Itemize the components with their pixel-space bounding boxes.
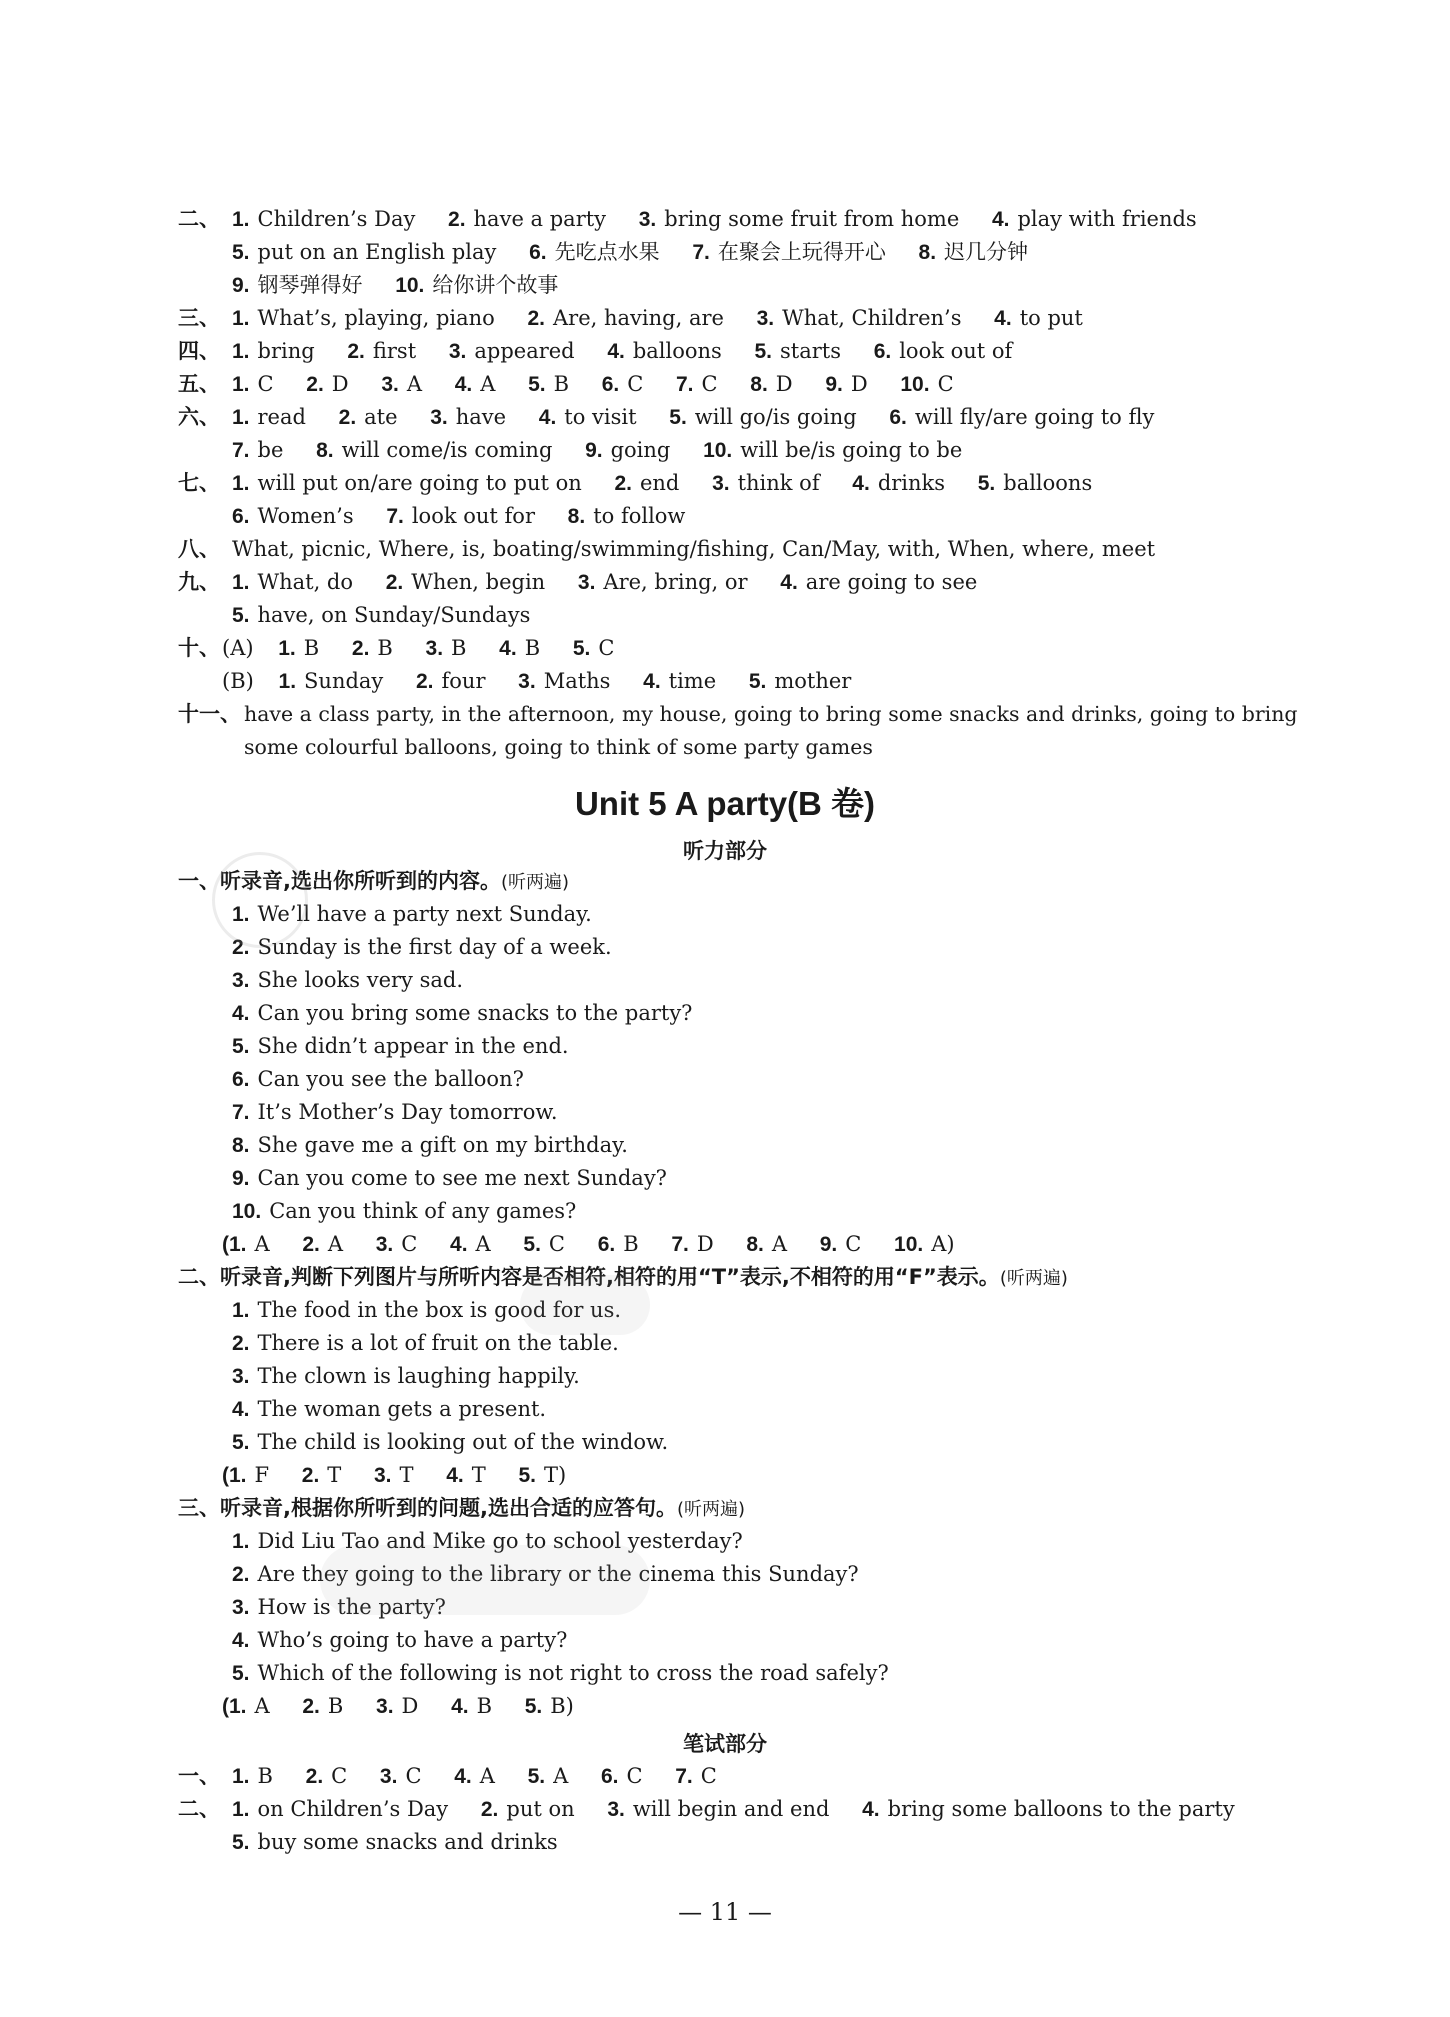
written-heading: 笔试部分 [683, 1732, 767, 1756]
answer-row: 1. on Children’s Day 2. put on 3. will begin and end 4. bring some balloons to the party [232, 1797, 1235, 1821]
answer-row: 5. have, on Sunday/Sundays [232, 603, 531, 627]
answer-row: 1. Children’s Day 2. have a party 3. bring some fruit from home 4. play with friends [232, 207, 1197, 231]
listening-heading: 听力部分 [683, 839, 767, 863]
list-item: 5. Which of the following is not right to cross the road safely? [232, 1661, 889, 1685]
listening-section-2-heading: 二、听录音,判断下列图片与所听内容是否相符,相符的用“T”表示,不相符的用“F”表示。(听两遍) [178, 1265, 1068, 1289]
answer-row: (1. F 2. T 3. T 4. T 5. T) [222, 1463, 567, 1487]
answer-row: some colourful balloons, going to think of some party games [244, 735, 873, 759]
answer-row: 1. will put on/are going to put on 2. end 3. think of 4. drinks 5. balloons [232, 471, 1093, 495]
answer-row: 7. be 8. will come/is coming 9. going 10. will be/is going to be [232, 438, 963, 462]
answer-row: (B) 1. Sunday 2. four 3. Maths 4. time 5. mother [222, 669, 852, 693]
answer-row: 6. Women’s 7. look out for 8. to follow [232, 504, 686, 528]
answer-row: have a class party, in the afternoon, my house, going to bring some snacks and drinks, going to bring [244, 702, 1298, 726]
answer-row: (1. A 2. A 3. C 4. A 5. C 6. B 7. D 8. A 9. C 10. A) [222, 1232, 955, 1256]
answer-row: What, picnic, Where, is, boating/swimming/fishing, Can/May, with, When, where, meet [232, 537, 1156, 561]
list-item: 5. She didn’t appear in the end. [232, 1034, 569, 1058]
section-mark-10: 十、 [178, 636, 220, 660]
list-item: 1. Did Liu Tao and Mike go to school yesterday? [232, 1529, 743, 1553]
list-item: 4. The woman gets a present. [232, 1397, 547, 1421]
listening-section-3-heading: 三、听录音,根据你所听到的问题,选出合适的应答句。(听两遍) [178, 1496, 745, 1520]
answer-row: 1. B 2. C 3. C 4. A 5. A 6. C 7. C [232, 1764, 717, 1788]
list-item: 3. The clown is laughing happily. [232, 1364, 580, 1388]
listening-section-1-heading: 一、听录音,选出你所听到的内容。(听两遍) [178, 869, 570, 893]
list-item: 1. We’ll have a party next Sunday. [232, 902, 592, 926]
answer-row: 1. What’s, playing, piano 2. Are, having, are 3. What, Children’s 4. to put [232, 306, 1083, 330]
list-item: 4. Who’s going to have a party? [232, 1628, 568, 1652]
page-number: — 11 — [678, 1898, 772, 1926]
unit-title: Unit 5 A party(B 卷) [574, 785, 876, 822]
list-item: 4. Can you bring some snacks to the party? [232, 1001, 693, 1025]
section-mark-3: 三、 [178, 306, 220, 330]
list-item: 5. The child is looking out of the window. [232, 1430, 669, 1454]
answer-row: 5. put on an English play 6. 先吃点水果 7. 在聚会上玩得开心 8. 迟几分钟 [232, 240, 1029, 264]
list-item: 2. There is a lot of fruit on the table. [232, 1331, 619, 1355]
answer-row: 1. read 2. ate 3. have 4. to visit 5. will go/is going 6. will fly/are going to fly [232, 405, 1155, 429]
list-item: 3. She looks very sad. [232, 968, 463, 992]
section-mark-8: 八、 [178, 537, 220, 561]
answer-row: 9. 钢琴弹得好 10. 给你讲个故事 [232, 273, 559, 297]
list-item: 7. It’s Mother’s Day tomorrow. [232, 1100, 558, 1124]
section-mark-6: 六、 [178, 405, 220, 429]
list-item: 9. Can you come to see me next Sunday? [232, 1166, 667, 1190]
written-mark-2: 二、 [178, 1797, 220, 1821]
list-item: 1. The food in the box is good for us. [232, 1298, 622, 1322]
section-mark-9: 九、 [178, 570, 220, 594]
section-mark-4: 四、 [178, 339, 220, 363]
section-mark-2: 二、 [178, 207, 220, 231]
list-item: 10. Can you think of any games? [232, 1199, 577, 1223]
answer-row: 1. bring 2. first 3. appeared 4. balloons 5. starts 6. look out of [232, 339, 1013, 363]
list-item: 2. Are they going to the library or the cinema this Sunday? [232, 1562, 859, 1586]
answer-row: 1. C 2. D 3. A 4. A 5. B 6. C 7. C 8. D 9. D 10. C [232, 372, 954, 396]
section-mark-5: 五、 [178, 372, 220, 396]
answer-row: (A) 1. B 2. B 3. B 4. B 5. C [222, 636, 615, 660]
answer-row: (1. A 2. B 3. D 4. B 5. B) [222, 1694, 574, 1718]
written-mark-1: 一、 [178, 1764, 220, 1788]
list-item: 2. Sunday is the first day of a week. [232, 935, 612, 959]
answer-row: 1. What, do 2. When, begin 3. Are, bring, or 4. are going to see [232, 570, 978, 594]
list-item: 6. Can you see the balloon? [232, 1067, 524, 1091]
list-item: 8. She gave me a gift on my birthday. [232, 1133, 628, 1157]
section-mark-11: 十一、 [178, 702, 241, 726]
list-item: 3. How is the party? [232, 1595, 446, 1619]
section-mark-7: 七、 [178, 471, 220, 495]
answer-row: 5. buy some snacks and drinks [232, 1830, 558, 1854]
